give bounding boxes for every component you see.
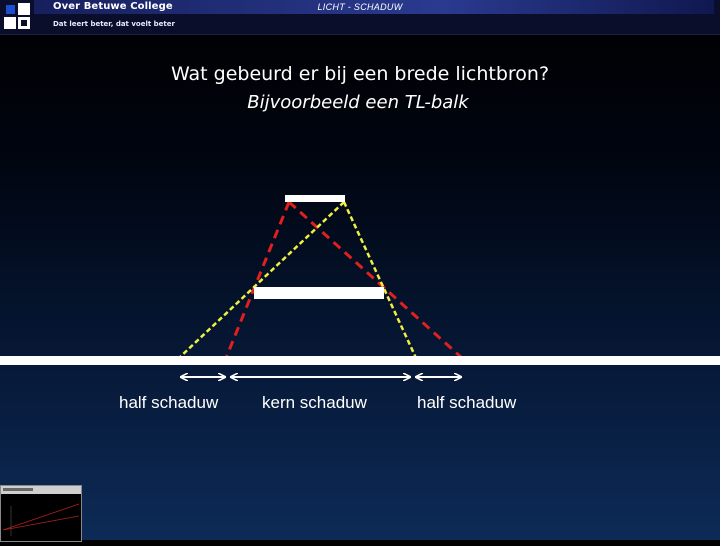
label-half-shadow-left: half schaduw: [119, 393, 219, 412]
obstacle-object: [254, 287, 384, 299]
slide-thumbnail[interactable]: [0, 485, 82, 542]
screen-surface: [0, 356, 720, 365]
light-source-tube: [285, 195, 345, 202]
thumbnail-preview-icon: [1, 486, 81, 541]
yellow-ray-right: [344, 202, 416, 358]
label-half-shadow-right: half schaduw: [417, 393, 517, 412]
red-ray-left: [226, 202, 289, 358]
red-ray-right: [289, 202, 462, 358]
slide-header-title: LICHT - SCHADUW: [317, 2, 403, 12]
school-slogan: Dat leert beter, dat voelt beter: [53, 20, 175, 28]
yellow-ray-left: [179, 202, 344, 358]
school-name: Over Betuwe College: [53, 1, 173, 12]
label-core-shadow: kern schaduw: [262, 393, 367, 412]
slide-heading: Wat gebeurd er bij een brede lichtbron?: [170, 63, 550, 85]
slide-subheading: Bijvoorbeeld een TL-balk: [247, 92, 469, 113]
